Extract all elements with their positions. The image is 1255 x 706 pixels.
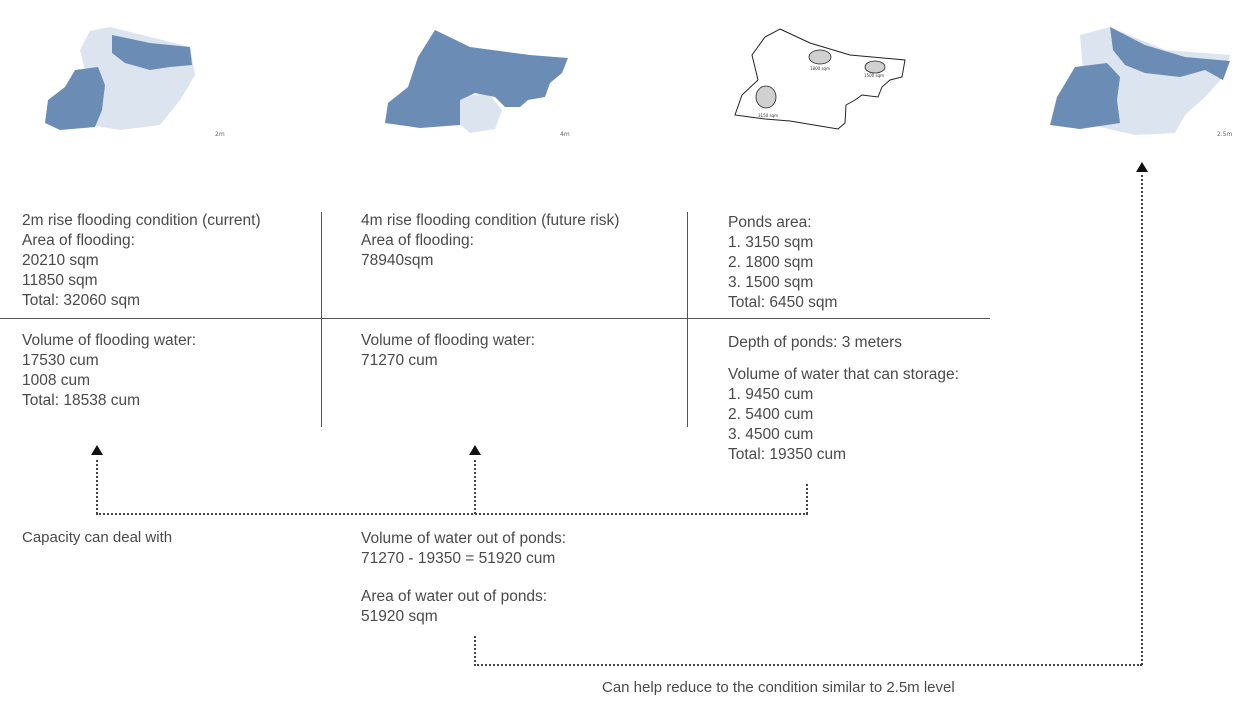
arrow-to-2m bbox=[91, 445, 103, 455]
arrow-to-2-5m bbox=[1136, 162, 1148, 172]
pond-2-label: 1500 sqm bbox=[864, 73, 884, 78]
connector-2-5m-vertical bbox=[1141, 175, 1143, 665]
pond-1 bbox=[809, 50, 831, 64]
pond-3 bbox=[756, 86, 776, 108]
ponds-depth: Depth of ponds: 3 meters bbox=[728, 334, 903, 351]
bottom-note: Can help reduce to the condition similar to 2.5m level bbox=[602, 679, 955, 696]
map-2m-flooding bbox=[40, 25, 225, 138]
map-4m-flooding bbox=[380, 25, 570, 138]
connector-4m-vertical bbox=[474, 460, 476, 514]
connector-horizontal-2 bbox=[474, 664, 1142, 666]
connector-horizontal-1 bbox=[96, 513, 808, 515]
flood-4m-info: 4m rise flooding condition (future risk) Area of flooding: 78940sqm bbox=[361, 212, 620, 269]
volume-2m-info: Volume of flooding water: 17530 cum 1008 cum Total: 18538 cum bbox=[22, 332, 197, 409]
heading-2m-condition: 2m rise flooding condition (current) bbox=[22, 212, 261, 229]
arrow-to-4m bbox=[469, 445, 481, 455]
row-divider bbox=[0, 318, 990, 319]
connector-ponds-vertical bbox=[806, 484, 808, 514]
deep-flood-area bbox=[1050, 63, 1120, 129]
map-2-5m-flooding bbox=[1045, 25, 1235, 138]
pond-2 bbox=[865, 61, 885, 73]
column-divider-2 bbox=[687, 212, 688, 427]
map-scale-label: 4m bbox=[560, 131, 570, 138]
heading-4m-condition: 4m rise flooding condition (future risk) bbox=[361, 212, 620, 229]
map-ponds bbox=[730, 25, 910, 135]
flood-2m-info: 2m rise flooding condition (current) Area of flooding: 20210 sqm 11850 sqm Total: 32060 sqm bbox=[22, 212, 261, 309]
heading-ponds-area: Ponds area: bbox=[728, 214, 812, 231]
ponds-storage-info: Depth of ponds: 3 meters Volume of water that can storage: 1. 9450 cum 2. 5400 cum 3. 4500 cum Total: 19350 cum bbox=[728, 334, 959, 463]
connector-2m-vertical bbox=[96, 460, 98, 514]
map-scale-label: 2.5m bbox=[1217, 131, 1233, 138]
column-divider-1 bbox=[321, 212, 322, 427]
ponds-out-info: Volume of water out of ponds: 71270 - 19350 = 51920 cum Area of water out of ponds: 51920 sqm bbox=[361, 530, 567, 625]
map-scale-label: 2m bbox=[215, 131, 225, 138]
volume-4m-info: Volume of flooding water: 71270 cum bbox=[361, 332, 536, 369]
ponds-area-info: Ponds area: 1. 3150 sqm 2. 1800 sqm 3. 1500 sqm Total: 6450 sqm bbox=[728, 214, 838, 311]
pond-1-label: 1800 sqm bbox=[810, 66, 830, 71]
deep-flood-area bbox=[45, 67, 105, 130]
connector-out-vertical bbox=[474, 636, 476, 666]
capacity-note: Capacity can deal with bbox=[22, 529, 173, 546]
pond-3-label: 3150 sqm bbox=[758, 113, 778, 118]
